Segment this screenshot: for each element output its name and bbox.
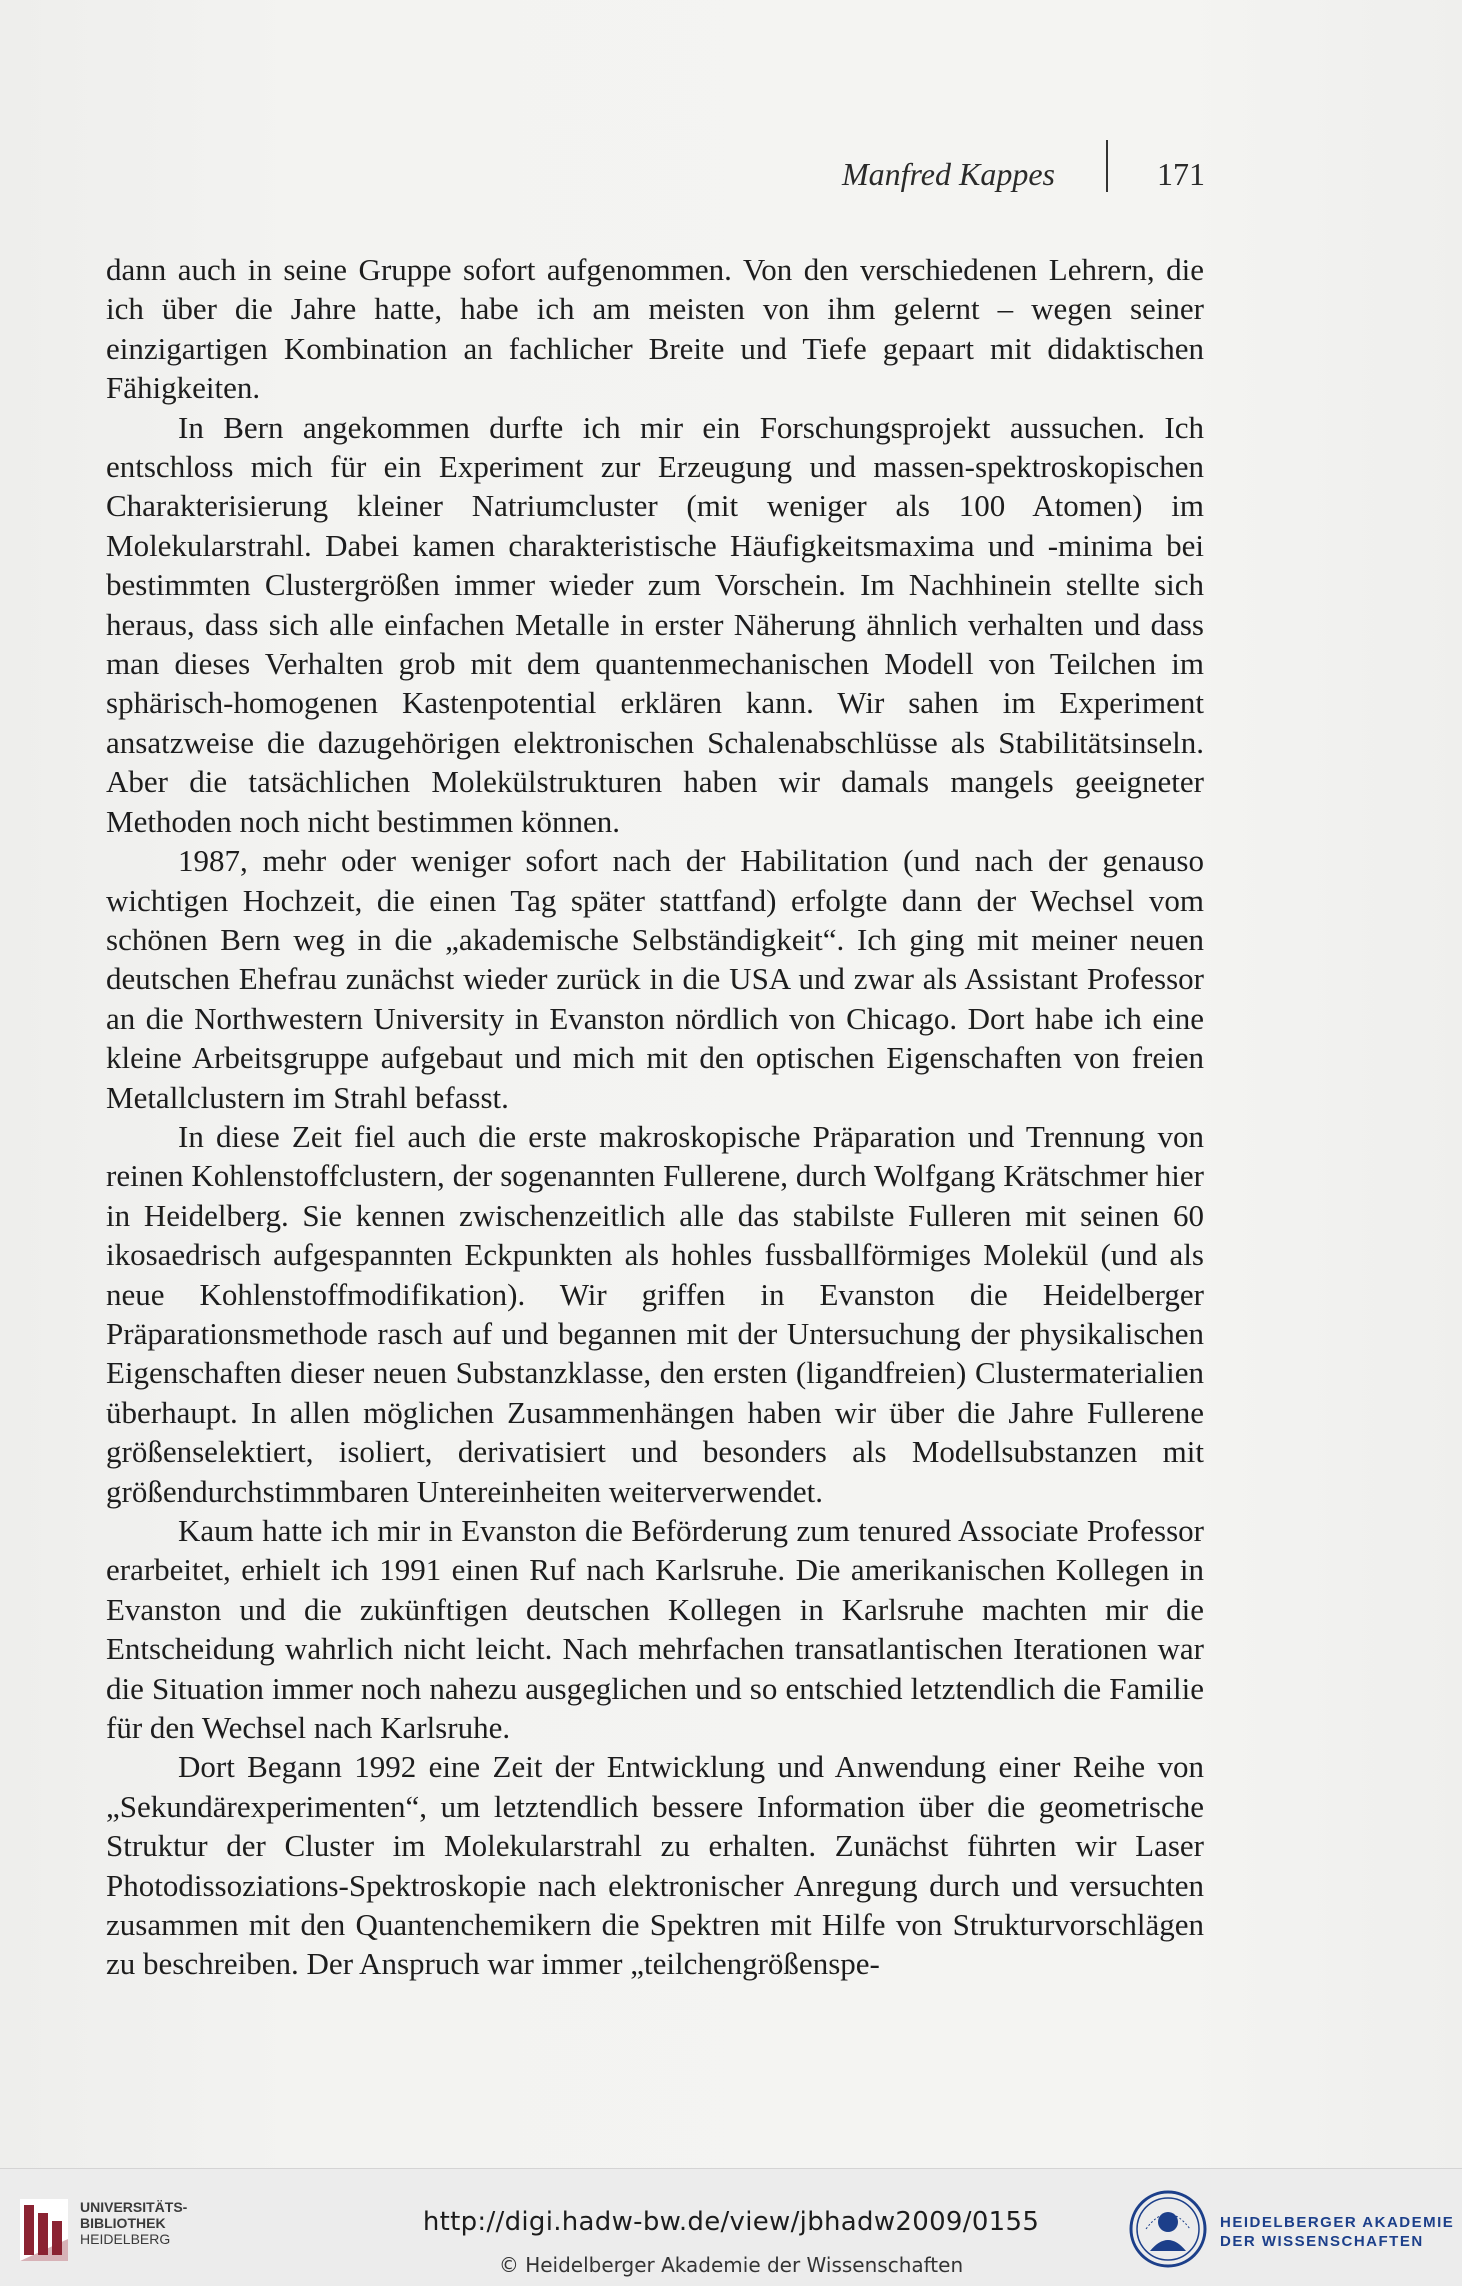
- library-name-line-1: UNIVERSITÄTS-: [80, 2199, 188, 2215]
- body-text: [106, 250, 1204, 1984]
- paragraph-1: dann auch in seine Gruppe sofort aufgenommen. Von den verschiedenen Lehrern, die ich über die Jahre hatte, habe ich am meisten von ihm gelernt – wegen seiner einzigartigen Kombination an fachlicher Breite und Tiefe gepaart mit didaktischen Fähigkeiten.: [106, 252, 1204, 406]
- copyright-notice: © Heidelberger Akademie der Wissenschaften: [498, 2253, 964, 2277]
- library-name-line-3: HEIDELBERG: [80, 2231, 171, 2247]
- running-head: [800, 150, 1205, 196]
- paragraph-2: In Bern angekommen durfte ich mir ein Forschungsprojekt aussuchen. Ich entschloss mich für ein Experiment zur Erzeugung und massen-spektroskopischen Charakterisierung kleiner Natriumcluster (mit weniger als 100 Atomen) im Molekularstrahl. Dabei kamen charakteristische Häufigkeitsmaxima und -minima bei bestimmten Clustergrößen immer wieder zum Vorschein. Im Nachhinein stellte sich heraus, dass sich alle einfachen Metalle in erster Näherung ähnlich verhalten und dass man dieses Verhalten grob mit dem quantenmechanischen Modell von Teilchen im sphärisch-homogenen Kastenpotential erklären kann. Wir sahen im Experiment ansatzweise die dazugehörigen elektronischen Schalenabschlüsse als Stabilitätsinseln. Aber die tatsächlichen Molekülstrukturen haben wir damals mangels geeigneter Methoden noch nicht bestimmen können.: [106, 409, 1204, 839]
- academy-seal-icon: [1128, 2189, 1208, 2269]
- viewer-footer: [0, 2168, 1462, 2286]
- source-url-link[interactable]: http://digi.hadw-bw.de/view/jbhadw2009/0155: [422, 2207, 1040, 2237]
- library-name-line-2: BIBLIOTHEK: [80, 2215, 166, 2231]
- running-head-author: Manfred Kappes: [841, 156, 1055, 192]
- academy-name: [1220, 2213, 1454, 2251]
- paragraph-3: 1987, mehr oder weniger sofort nach der Habilitation (und nach der genauso wichtigen Hochzeit, die einen Tag später stattfand) erfolgte dann der Wechsel vom schönen Bern weg in die „akademische Selbständigkeit“. Ich ging mit meiner neuen deutschen Ehefrau zunächst wieder zurück in die USA und zwar als Assistant Professor an die Northwestern University in Evanston nördlich von Chicago. Dort habe ich eine kleine Arbeitsgruppe aufgebaut und mich mit den optischen Eigenschaften von freien Metallclustern im Strahl befasst.: [106, 843, 1204, 1115]
- academy-name-line-1: HEIDELBERGER AKADEMIE: [1220, 2214, 1455, 2231]
- academy-name-line-2: DER WISSENSCHAFTEN: [1220, 2233, 1424, 2250]
- paragraph-5: Kaum hatte ich mir in Evanston die Beförderung zum tenured Associate Professor erarbeitet, erhielt ich 1991 einen Ruf nach Karlsruhe. Die amerikanischen Kollegen in Evanston und die zukünftigen deutschen Kollegen in Karlsruhe machten mir die Entscheidung wahrlich nicht leicht. Nach mehrfachen transatlantischen Iterationen war die Situation immer noch nahezu ausgeglichen und so entschied letztendlich die Familie für den Wechsel nach Karlsruhe.: [106, 1513, 1204, 1746]
- page-number: 171: [1157, 156, 1205, 192]
- paragraph-6: Dort Begann 1992 eine Zeit der Entwicklung und Anwendung einer Reihe von „Sekundärexperimenten“, um letztendlich bessere Information über die geometrische Struktur der Cluster im Molekularstrahl zu erhalten. Zunächst führten wir Laser Photodissoziations-Spektroskopie nach elektronischer Anregung durch und versuchten zusammen mit den Quantenchemikern die Spektren mit Hilfe von Strukturvorschlägen zu beschreiben. Der Anspruch war immer „teilchengrößenspe-: [106, 1749, 1204, 1982]
- running-head-rule: [1106, 140, 1108, 192]
- paragraph-4: In diese Zeit fiel auch die erste makroskopische Präparation und Trennung von reinen Kohlenstoffclustern, der sogenannten Fullerene, durch Wolfgang Krätschmer hier in Heidelberg. Sie kennen zwischenzeitlich alle das stabilste Fulleren mit seinen 60 ikosaedrisch aufgespannten Eckpunkten als hohles fussballförmiges Molekül (und als neue Kohlenstoffmodifikation). Wir griffen in Evanston die Heidelberger Präparationsmethode rasch auf und begannen mit der Untersuchung der physikalischen Eigenschaften dieser neuen Substanzklasse, den ersten (ligandfreien) Clustermaterialien überhaupt. In allen möglichen Zusammenhängen haben wir über die Jahre Fullerene größenselektiert, isoliert, derivatisiert und besonders als Modellsubstanzen mit größendurchstimmbaren Untereinheiten weiterverwendet.: [106, 1118, 1204, 1509]
